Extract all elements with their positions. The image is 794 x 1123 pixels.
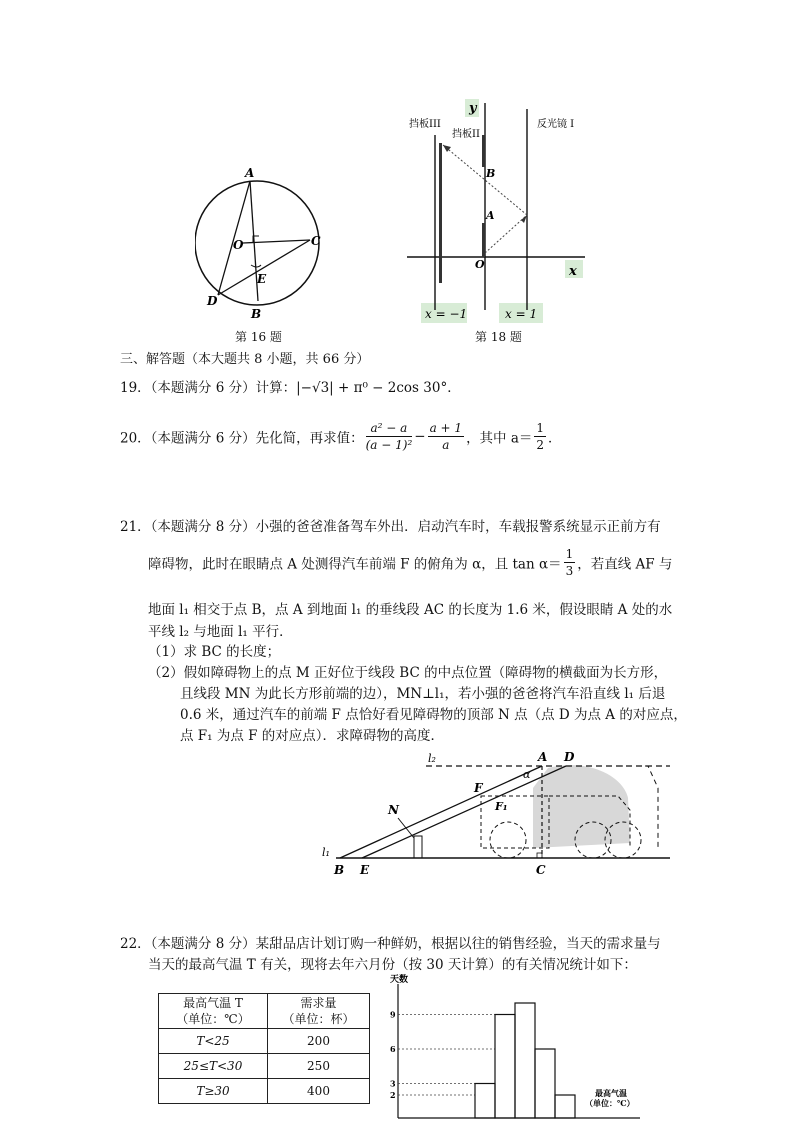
svg-text:F: F	[474, 781, 483, 795]
x-axis-label: 最高气温（单位：℃）	[585, 1088, 635, 1108]
q22-line1: 22．（本题满分 8 分）某甜品店计划订购一种鲜奶，根据以往的销售经验，当天的需求量与	[120, 936, 661, 952]
svg-text:C: C	[536, 863, 546, 877]
y-tick-label: 2	[390, 1090, 396, 1100]
svg-text:l₂: l₂	[428, 752, 436, 765]
label-o: O	[233, 238, 244, 252]
y-tick-label: 9	[390, 1009, 396, 1020]
q21-line2: 障碍物，此时在眼睛点 A 处测得汽车前端 F 的俯角为 α，且 tan α＝ $\frac{1}{3}$ ，若直线 AF 与	[148, 547, 673, 578]
label-a: A	[245, 166, 255, 180]
caption-18: 第 18 题	[475, 330, 522, 344]
svg-text:α: α	[523, 768, 531, 781]
q21-line1: 21．（本题满分 8 分）小强的爸爸准备驾车外出．启动汽车时，车载报警系统显示正前方有	[120, 519, 661, 535]
table-header: 最高气温 T （单位：℃） 需求量 （单位：杯）	[159, 994, 370, 1029]
table-row: 25≤T<30 250	[159, 1054, 370, 1079]
svg-text:A: A	[538, 750, 548, 764]
label-d: D	[207, 294, 218, 308]
q21-part1: （1）求 BC 的长度；	[148, 644, 281, 660]
svg-text:挡板II: 挡板II	[452, 129, 480, 140]
svg-text:B: B	[334, 863, 345, 877]
table-22	[158, 993, 370, 1104]
q21-line3: 地面 l₁ 相交于点 B，点 A 到地面 l₁ 的垂线段 AC 的长度为 1.6 米，假设眼睛 A 处的水	[148, 602, 673, 618]
histogram-chart	[390, 970, 650, 1120]
figure-16	[195, 165, 335, 325]
section-title: 三、解答题（本大题共 8 小题，共 66 分）	[120, 352, 370, 367]
q21-part2-d: 点 F₁ 为点 F 的对应点）．求障碍物的高度．	[180, 728, 445, 744]
q21-line4: 平线 l₂ 与地面 l₁ 平行．	[148, 624, 293, 640]
caption-16: 第 16 题	[235, 330, 282, 344]
svg-text:B: B	[486, 167, 496, 180]
bar-25-30	[515, 1003, 535, 1118]
y-tick-label: 3	[390, 1078, 396, 1089]
q21-part2-c: 0.6 米，通过汽车的前端 F 点恰好看见障碍物的顶部 N 点（点 D 为点 A 的对应点，	[180, 707, 687, 723]
q20: 20．（本题满分 6 分）先化简，再求值： $\frac{\text{a² − a}}{\text{(a − 1)²}}$ − $\frac{a + 1}{a}$ ，其中 a＝ $\frac{1}{2}$ ．	[120, 421, 562, 452]
svg-text:反光镜 I: 反光镜 I	[537, 119, 575, 130]
svg-text:F₁: F₁	[495, 800, 508, 813]
svg-text:l₁: l₁	[322, 846, 330, 859]
q21-part2-a: （2）假如障碍物上的点 M 正好位于线段 BC 的中点位置（障碍物的横截面为长方形，	[148, 665, 668, 681]
svg-text:x = −1: x = −1	[425, 307, 468, 321]
q19: 19．（本题满分 6 分）计算：|−√3| + π⁰ − 2cos 30°．	[120, 380, 461, 396]
label-c: C	[311, 234, 321, 248]
svg-text:D: D	[564, 750, 575, 764]
svg-text:E: E	[360, 863, 370, 877]
bar-30-35	[535, 1049, 555, 1118]
svg-text:O: O	[475, 258, 485, 271]
y-axis-label: 天数	[390, 975, 409, 985]
svg-text:y: y	[469, 101, 477, 116]
figure-21	[318, 748, 670, 878]
bar-35-40	[555, 1095, 575, 1118]
svg-text:x = 1: x = 1	[505, 307, 538, 321]
table-row: T≥30 400	[159, 1079, 370, 1104]
q22-line2: 当天的最高气温 T 有关，现将去年六月份（按 30 天计算）的有关情况统计如下：	[148, 957, 637, 973]
table-row: T<25 200	[159, 1029, 370, 1054]
label-b: B	[251, 307, 262, 321]
svg-text:A: A	[486, 209, 495, 222]
y-tick-label: 6	[390, 1044, 396, 1054]
svg-text:挡板III: 挡板III	[409, 119, 441, 130]
q21-part2-b: 且线段 MN 为此长方形前端的边），MN⊥l₁，若小强的爸爸将汽车沿直线 l₁ 后退	[180, 686, 666, 702]
figure-18	[405, 95, 595, 327]
bar-15-20	[475, 1084, 495, 1119]
bar-20-25	[495, 1015, 515, 1119]
svg-text:N: N	[388, 803, 399, 817]
label-e: E	[257, 272, 267, 286]
svg-text:x: x	[569, 264, 577, 279]
